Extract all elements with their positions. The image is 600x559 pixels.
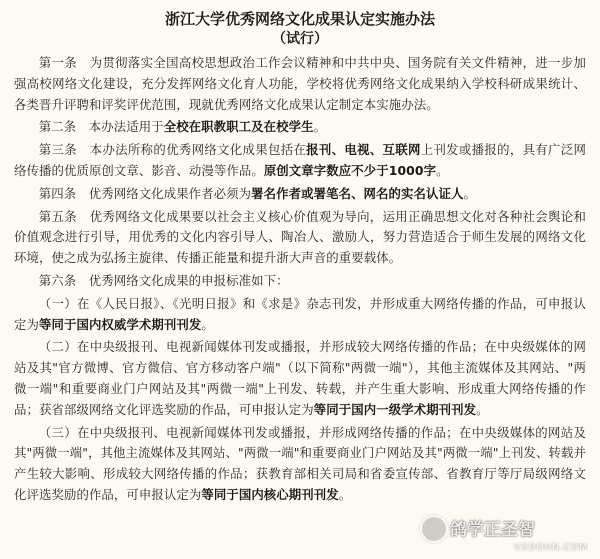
article-2-bold: 全校在职教职工及在校学生 — [163, 119, 314, 135]
clause-1 — [14, 294, 586, 336]
article-2 — [14, 117, 586, 138]
article-2-end: 。 — [313, 119, 327, 135]
document-subtitle: （试行） — [272, 31, 328, 47]
watermark — [420, 511, 590, 553]
article-4-bold: 署名作者或署笔名、网名的实名认证人 — [251, 185, 464, 201]
clause-1-text: （一）在《人民日报》、《光明日报》和《求是》杂志刊发，并形成重大网络传播的作品，可申报认定为 — [14, 295, 586, 332]
article-3-bold-media: 报刊、电视、互联网 — [306, 142, 421, 158]
article-3-bold-wordcount: 原创文章字数应不少于1000字 — [263, 162, 437, 178]
clause-3 — [14, 423, 586, 506]
article-3-text-2: 上刊发或播报的，具有广泛网络传播的优质原创文章、影音、动漫等作品。 — [14, 142, 586, 178]
article-4-end: 。 — [463, 185, 476, 201]
article-3-end: 。 — [436, 162, 449, 178]
watermark-url: VXDOHN.COM — [514, 543, 588, 553]
article-1: 第一条 为贯彻落实全国高校思想政治工作会议精神和中共中央、国务院有关文件精神，进一步加强高校网络文化建设，充分发挥网络文化育人功能，学校将优秀网络文化成果纳入学校科研成果统计、各类晋升评聘和评奖评优范围，现就优秀网络文化成果认定制定本实施办法。 — [14, 55, 586, 112]
article-3-text: 第三条 本办法所称的优秀网络文化成果包括在 — [38, 142, 307, 158]
watermark-text: 鸽学正圣智 — [450, 520, 535, 540]
watermark-logo-icon — [420, 515, 448, 543]
document-title: 浙江大学优秀网络文化成果认定实施办法 — [164, 10, 435, 28]
article-4-text: 第四条 优秀网络文化成果作者必须为 — [38, 185, 252, 201]
article-2-text: 第二条 本办法适用于 — [38, 119, 164, 135]
article-5: 第五条 优秀网络文化成果要以社会主义核心价值观为导向，运用正确思想文化对各种社会舆论和价值观念进行引导，用优秀的文化内容引导人、陶冶人、激励人，努力营造适合于师生发展的网络文化环境，使之成为弘扬主旋律、传播正能量和提升浙大声音的重要载体。 — [14, 208, 586, 266]
clause-1-bold: 等同于国内权威学术期刊刊发 — [38, 316, 202, 332]
clause-2 — [14, 337, 586, 420]
article-3 — [14, 140, 586, 182]
clause-3-end: 。 — [338, 486, 352, 502]
clause-2-bold: 等同于国内一级学术期刊刊发 — [313, 401, 477, 417]
clause-2-end: 。 — [476, 401, 489, 417]
clause-1-end: 。 — [201, 316, 214, 332]
clause-2-text: （二）在中央级报刊、电视新闻媒体刊发或播报，并形成较大网络传播的作品；在中央级媒体的网站及其"官方微博、官方微信、官方移动客户端"（以下简称"两微一端"），其他主流媒体及其网站、"两微一端"和重要商业门户网站及其"两微一端"上刊发、转载，并产生重大影响、形成重大网络传播的作品；获省部级网络文化评选奖励的作品，可申报认定为 — [14, 339, 586, 417]
article-6: 第六条 优秀网络文化成果的申报标准如下： — [38, 272, 289, 288]
article-4 — [14, 184, 586, 205]
clause-3-text: （三）在中央级报刊、电视新闻媒体刊发或播报，并形成网络传播的作品；在中央级媒体的网站及其"两微一端"，其他主流媒体及其网站、"两微一端"和重要商业门户网站及其"两微一端"上刊发、转载并产生较大影响、形成较大网络传播的作品；获教育部相关司局和省委宣传部、省教育厅等厅局级网络文化评选奖励的作品，可申报认定为 — [14, 424, 586, 502]
clause-3-bold: 等同于国内核心期刊刊发 — [201, 486, 339, 502]
